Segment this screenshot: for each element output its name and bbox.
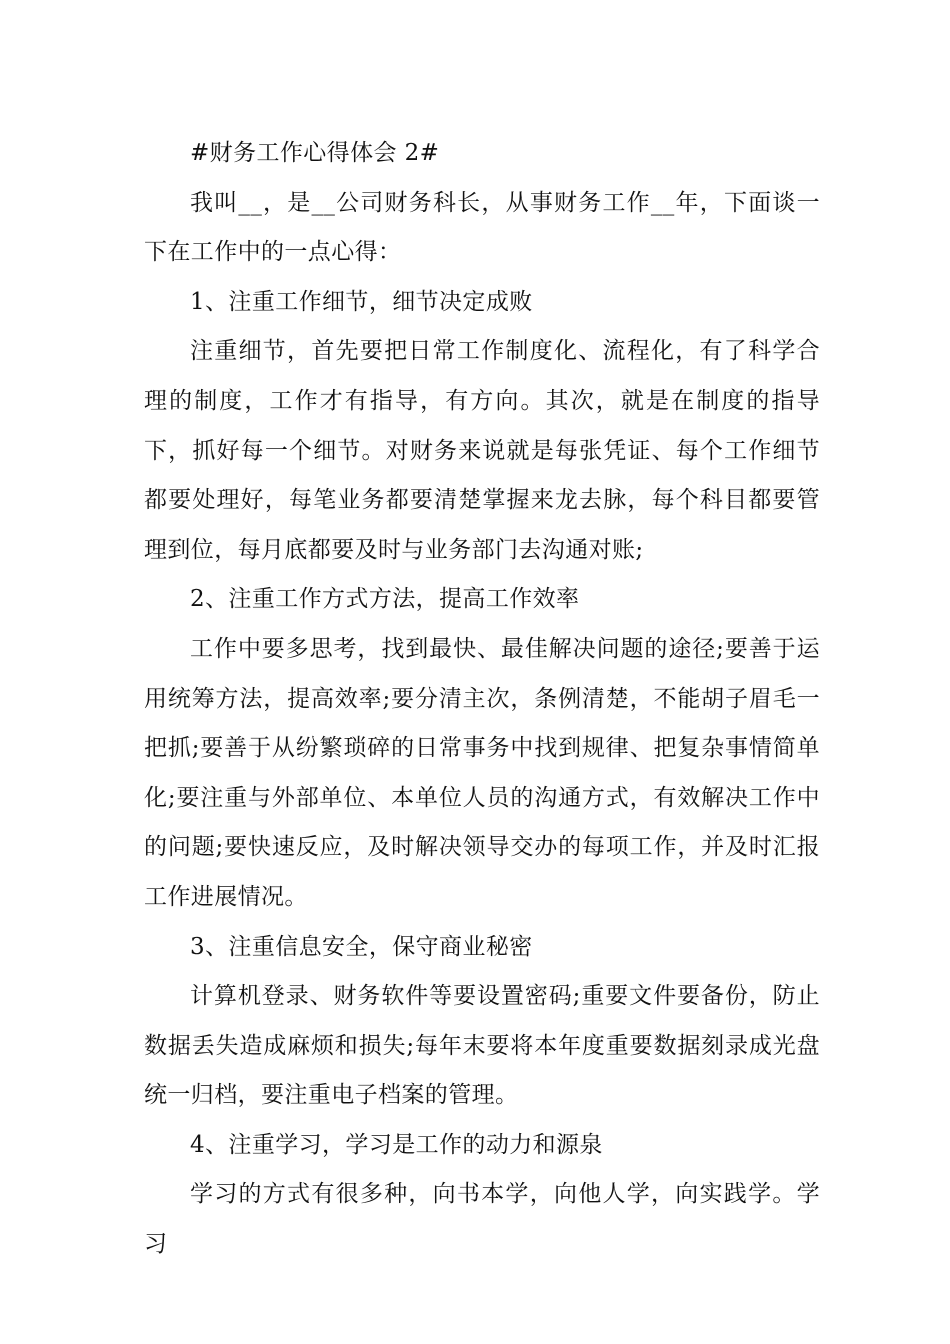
section-heading-1: 1、注重工作细节，细节决定成败 xyxy=(190,288,533,315)
section-heading-4: 4、注重学习，学习是工作的动力和源泉 xyxy=(190,1131,603,1158)
section-paragraph-1: 注重细节，首先要把日常工作制度化、流程化，有了科学合理的制度，工作才有指导，有方向。其次，就是在制度的指导下，抓好每一个细节。对财务来说就是每张凭证、每个工作细节都要处理好，每笔业务都要清楚掌握来龙去脉，每个科目都要管理到位，每月底都要及时与业务部门去沟通对账; xyxy=(144,338,820,563)
section-paragraph-2: 工作中要多思考，找到最快、最佳解决问题的途径;要善于运用统筹方法，提高效率;要分清主次，条例清楚，不能胡子眉毛一把抓;要善于从纷繁琐碎的日常事务中找到规律、把复杂事情简单化;要注重与外部单位、本单位人员的沟通方式，有效解决工作中的问题;要快速反应，及时解决领导交办的每项工作，并及时汇报工作进展情况。 xyxy=(144,635,820,910)
intro-paragraph: 我叫__，是__公司财务科长，从事财务工作__年，下面谈一下在工作中的一点心得： xyxy=(144,189,820,266)
section-heading-2: 2、注重工作方式方法，提高工作效率 xyxy=(190,586,580,613)
section-paragraph-3: 计算机登录、财务软件等要设置密码;重要文件要备份，防止数据丢失造成麻烦和损失;每年末要将本年度重要数据刻录成光盘统一归档，要注重电子档案的管理。 xyxy=(144,983,820,1109)
section-heading-3: 3、注重信息安全，保守商业秘密 xyxy=(190,933,533,960)
document-body xyxy=(144,129,820,1270)
section-paragraph-4: 学习的方式有很多种，向书本学，向他人学，向实践学。学习 xyxy=(144,1181,820,1258)
document-title: #财务工作心得体会 2# xyxy=(190,140,440,166)
